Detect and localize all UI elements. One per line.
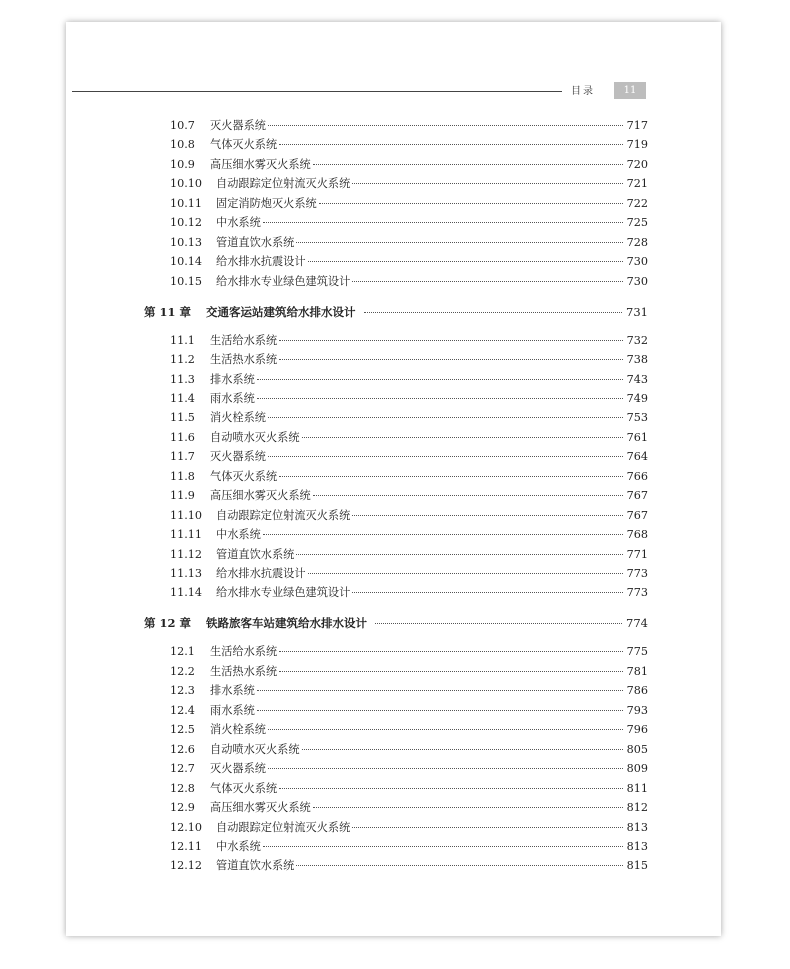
section-title: 雨水系统 bbox=[210, 703, 255, 717]
section-title: 消火栓系统 bbox=[210, 411, 266, 425]
section-title: 给水排水专业绿色建筑设计 bbox=[216, 274, 351, 288]
dot-leader bbox=[308, 573, 623, 574]
dot-leader bbox=[352, 592, 622, 593]
dot-leader bbox=[279, 144, 623, 145]
section-title: 中水系统 bbox=[216, 839, 261, 853]
page-number: 730 bbox=[626, 255, 648, 269]
dot-leader bbox=[352, 515, 622, 516]
section-number: 11.8 bbox=[170, 469, 195, 483]
toc-entry bbox=[170, 254, 648, 270]
section-number: 12.3 bbox=[170, 684, 195, 698]
document-page bbox=[66, 22, 721, 936]
page-number: 717 bbox=[626, 119, 648, 132]
toc-entry bbox=[170, 410, 648, 426]
section-title: 自动跟踪定位射流灭火系统 bbox=[216, 177, 351, 191]
dot-leader bbox=[352, 281, 622, 282]
section-title: 气体灭火系统 bbox=[210, 138, 278, 152]
toc-entry bbox=[170, 430, 648, 446]
section-title: 高压细水雾灭火系统 bbox=[210, 489, 311, 503]
dot-leader bbox=[279, 340, 623, 341]
chapter-title: 交通客运站建筑给水排水设计 bbox=[206, 304, 356, 319]
dot-leader bbox=[296, 865, 622, 866]
page-number: 721 bbox=[626, 177, 648, 191]
section-number: 12.4 bbox=[170, 703, 195, 717]
dot-leader bbox=[308, 261, 623, 262]
page-number: 771 bbox=[626, 547, 648, 561]
section-title: 气体灭火系统 bbox=[210, 781, 278, 795]
toc-entry bbox=[170, 176, 648, 192]
dot-leader bbox=[268, 456, 623, 457]
section-title: 中水系统 bbox=[216, 216, 261, 230]
section-title: 自动跟踪定位射流灭火系统 bbox=[216, 508, 351, 522]
section-number: 11.9 bbox=[170, 489, 195, 503]
section-number: 12.7 bbox=[170, 762, 195, 776]
toc-entry bbox=[170, 742, 648, 758]
toc-entry bbox=[170, 566, 648, 582]
toc-chapter bbox=[144, 615, 648, 631]
toc-entry bbox=[170, 333, 648, 349]
section-title: 雨水系统 bbox=[210, 391, 255, 405]
page-number: 738 bbox=[626, 353, 648, 367]
section-number: 11.7 bbox=[170, 450, 195, 464]
page-number: 786 bbox=[626, 684, 648, 698]
running-header-page-number: 11 bbox=[614, 82, 646, 99]
section-number: 12.12 bbox=[170, 859, 203, 873]
section-number: 11.12 bbox=[170, 547, 203, 561]
section-number: 10.15 bbox=[170, 274, 203, 288]
section-title: 管道直饮水系统 bbox=[216, 547, 295, 561]
dot-leader bbox=[268, 417, 623, 418]
dot-leader bbox=[279, 476, 623, 477]
page-number: 813 bbox=[626, 820, 648, 834]
page-number: 728 bbox=[626, 235, 648, 249]
dot-leader bbox=[364, 312, 623, 313]
page-number: 775 bbox=[626, 645, 648, 659]
section-number: 12.1 bbox=[170, 645, 195, 659]
page-number: 731 bbox=[626, 304, 648, 319]
section-number: 11.10 bbox=[170, 508, 203, 522]
section-number: 10.10 bbox=[170, 177, 203, 191]
section-number: 10.9 bbox=[170, 157, 195, 171]
page-number: 761 bbox=[626, 430, 648, 444]
page-number: 805 bbox=[626, 742, 648, 756]
header-rule bbox=[72, 91, 562, 92]
dot-leader bbox=[352, 827, 622, 828]
page-number: 764 bbox=[626, 450, 648, 464]
toc-entry bbox=[170, 118, 648, 134]
section-title: 自动喷水灭火系统 bbox=[210, 742, 300, 756]
toc-entry bbox=[170, 703, 648, 719]
toc-entry bbox=[170, 372, 648, 388]
dot-leader bbox=[263, 534, 623, 535]
section-title: 给水排水抗震设计 bbox=[216, 255, 306, 269]
page-number: 773 bbox=[626, 567, 648, 580]
section-number: 11.3 bbox=[170, 372, 195, 386]
section-number: 11.14 bbox=[170, 586, 203, 600]
section-number: 12.5 bbox=[170, 723, 195, 737]
section-number: 11.11 bbox=[170, 528, 203, 542]
dot-leader bbox=[257, 398, 623, 399]
section-title: 生活给水系统 bbox=[210, 333, 278, 347]
section-number: 12.6 bbox=[170, 742, 195, 756]
section-number: 12.2 bbox=[170, 664, 195, 678]
dot-leader bbox=[279, 788, 623, 789]
section-title: 高压细水雾灭火系统 bbox=[210, 801, 311, 815]
toc-entry bbox=[170, 488, 648, 504]
section-number: 11.1 bbox=[170, 333, 195, 347]
dot-leader bbox=[302, 437, 623, 438]
toc-entry bbox=[170, 469, 648, 485]
toc-entry bbox=[170, 235, 648, 251]
toc-entry bbox=[170, 644, 648, 660]
dot-leader bbox=[352, 183, 622, 184]
page-number: 793 bbox=[626, 703, 648, 717]
section-title: 固定消防炮灭火系统 bbox=[216, 196, 317, 210]
toc-entry bbox=[170, 683, 648, 699]
dot-leader bbox=[313, 495, 623, 496]
toc-entry bbox=[170, 196, 648, 212]
toc-entry bbox=[170, 664, 648, 680]
page-number: 767 bbox=[626, 489, 648, 503]
page-number: 796 bbox=[626, 723, 648, 737]
section-number: 10.7 bbox=[170, 119, 195, 132]
page-number: 730 bbox=[626, 274, 648, 288]
dot-leader bbox=[257, 710, 623, 711]
toc-entry bbox=[170, 585, 648, 601]
dot-leader bbox=[296, 554, 622, 555]
toc-entry bbox=[170, 352, 648, 368]
page-number: 767 bbox=[626, 508, 648, 522]
page-number: 781 bbox=[626, 664, 648, 678]
chapter-number: 第 12 章 bbox=[144, 616, 192, 631]
dot-leader bbox=[319, 203, 623, 204]
page-number: 809 bbox=[626, 762, 648, 776]
toc-entry bbox=[170, 722, 648, 738]
page-number: 813 bbox=[626, 839, 648, 853]
section-number: 10.14 bbox=[170, 255, 203, 269]
toc-entry bbox=[170, 820, 648, 836]
toc-entry bbox=[170, 391, 648, 407]
section-number: 10.13 bbox=[170, 235, 203, 249]
section-title: 中水系统 bbox=[216, 528, 261, 542]
page-number: 773 bbox=[626, 586, 648, 600]
toc-entry bbox=[170, 508, 648, 524]
section-title: 生活热水系统 bbox=[210, 353, 278, 367]
chapter-number: 第 11 章 bbox=[144, 304, 192, 319]
page-number: 722 bbox=[626, 196, 648, 210]
section-number: 12.11 bbox=[170, 839, 203, 853]
page-number: 719 bbox=[626, 138, 648, 152]
chapter-title: 铁路旅客车站建筑给水排水设计 bbox=[206, 616, 367, 631]
dot-leader bbox=[263, 222, 623, 223]
dot-leader bbox=[268, 768, 623, 769]
toc-entry bbox=[170, 800, 648, 816]
section-number: 12.8 bbox=[170, 781, 195, 795]
toc-entry bbox=[170, 547, 648, 563]
section-title: 生活给水系统 bbox=[210, 645, 278, 659]
dot-leader bbox=[268, 729, 623, 730]
dot-leader bbox=[263, 846, 623, 847]
section-title: 灭火器系统 bbox=[210, 450, 266, 464]
dot-leader bbox=[279, 651, 623, 652]
page-number: 720 bbox=[626, 157, 648, 171]
dot-leader bbox=[257, 379, 623, 380]
section-number: 11.5 bbox=[170, 411, 195, 425]
page-number: 766 bbox=[626, 469, 648, 483]
page-number: 812 bbox=[626, 801, 648, 815]
section-title: 灭火器系统 bbox=[210, 119, 266, 132]
toc-entry bbox=[170, 527, 648, 543]
page-number: 749 bbox=[626, 391, 648, 405]
dot-leader bbox=[296, 242, 622, 243]
section-title: 管道直饮水系统 bbox=[216, 859, 295, 873]
page-number: 732 bbox=[626, 333, 648, 347]
toc-entry bbox=[170, 137, 648, 153]
dot-leader bbox=[279, 359, 623, 360]
page-number: 725 bbox=[626, 216, 648, 230]
section-number: 10.12 bbox=[170, 216, 203, 230]
section-title: 排水系统 bbox=[210, 372, 255, 386]
section-number: 10.11 bbox=[170, 196, 203, 210]
dot-leader bbox=[279, 671, 623, 672]
section-title: 消火栓系统 bbox=[210, 723, 266, 737]
section-title: 管道直饮水系统 bbox=[216, 235, 295, 249]
toc-entry bbox=[170, 858, 648, 874]
section-title: 给水排水专业绿色建筑设计 bbox=[216, 586, 351, 600]
toc-entry bbox=[170, 215, 648, 231]
toc-entry bbox=[170, 781, 648, 797]
section-title: 排水系统 bbox=[210, 684, 255, 698]
page-number: 768 bbox=[626, 528, 648, 542]
page-number: 815 bbox=[626, 859, 648, 873]
dot-leader bbox=[375, 623, 622, 624]
section-number: 11.6 bbox=[170, 430, 195, 444]
dot-leader bbox=[302, 749, 623, 750]
dot-leader bbox=[257, 690, 623, 691]
section-title: 生活热水系统 bbox=[210, 664, 278, 678]
section-number: 11.4 bbox=[170, 391, 195, 405]
page-number: 811 bbox=[626, 781, 648, 795]
section-title: 自动跟踪定位射流灭火系统 bbox=[216, 820, 351, 834]
running-header-title: 目录 bbox=[571, 86, 595, 97]
page-number: 774 bbox=[626, 616, 648, 631]
section-title: 气体灭火系统 bbox=[210, 469, 278, 483]
section-title: 高压细水雾灭火系统 bbox=[210, 157, 311, 171]
dot-leader bbox=[313, 807, 623, 808]
section-title: 给水排水抗震设计 bbox=[216, 567, 306, 580]
toc-entry bbox=[170, 274, 648, 290]
section-title: 自动喷水灭火系统 bbox=[210, 430, 300, 444]
section-number: 12.10 bbox=[170, 820, 203, 834]
toc-entry bbox=[170, 761, 648, 777]
toc-entry bbox=[170, 839, 648, 855]
toc-chapter bbox=[144, 304, 648, 320]
page-number: 753 bbox=[626, 411, 648, 425]
section-number: 11.13 bbox=[170, 567, 203, 580]
section-number: 10.8 bbox=[170, 138, 195, 152]
section-title: 灭火器系统 bbox=[210, 762, 266, 776]
dot-leader bbox=[313, 164, 623, 165]
toc-entry bbox=[170, 449, 648, 465]
section-number: 12.9 bbox=[170, 801, 195, 815]
section-number: 11.2 bbox=[170, 353, 195, 367]
dot-leader bbox=[268, 125, 623, 126]
page-number: 743 bbox=[626, 372, 648, 386]
toc-entry bbox=[170, 157, 648, 173]
